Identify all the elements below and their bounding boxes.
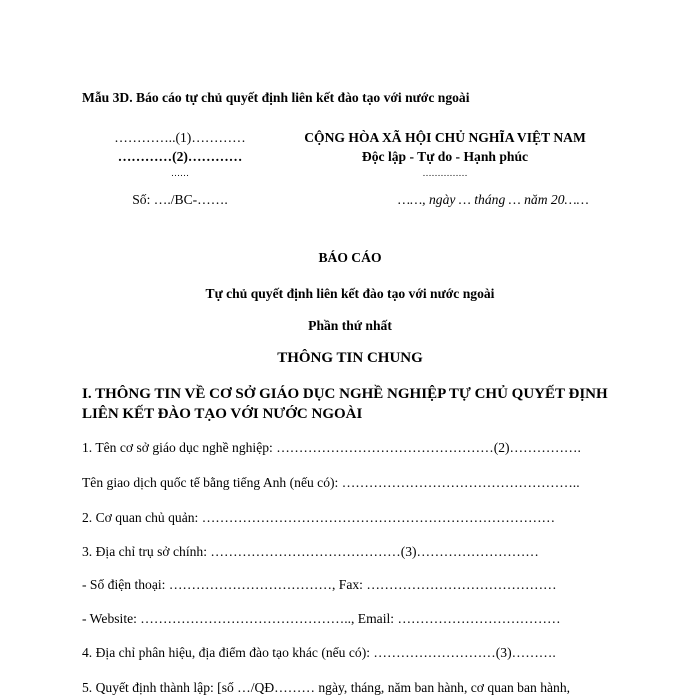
national-motto: Độc lập - Tự do - Hạnh phúc <box>361 149 529 164</box>
document-number: Số: …./BC-……. <box>132 192 228 207</box>
agency-underline: …… <box>171 168 189 178</box>
nation-name: CỘNG HÒA XÃ HỘI CHỦ NGHĨA VIỆT NAM <box>304 130 586 145</box>
field-establishment-decision: 5. Quyết định thành lập: [số …/QĐ……… ngày, tháng, năm ban hành, cơ quan ban hành, <box>82 680 571 695</box>
section-1-heading-line-2: LIÊN KẾT ĐÀO TẠO VỚI NƯỚC NGOÀI <box>82 406 363 422</box>
report-subtitle: Tự chủ quyết định liên kết đào tạo với nước ngoài <box>205 286 495 301</box>
field-website-email: - Website: ……………………………………….., Email: ……………………………… <box>82 611 561 626</box>
motto-underline: …………… <box>422 168 468 178</box>
part-title: THÔNG TIN CHUNG <box>277 350 423 366</box>
field-head-office-address: 3. Địa chỉ trụ sở chính: ……………………………………(3)……………………… <box>82 544 539 559</box>
field-english-name: Tên giao dịch quốc tế bằng tiếng Anh (nếu có): …………………………………………….. <box>82 475 580 490</box>
date-line: ……, ngày … tháng … năm 20…… <box>398 192 589 207</box>
field-branch-address: 4. Địa chỉ phân hiệu, địa điểm đào tạo khác (nếu có): ………………………(3)………. <box>82 645 556 660</box>
agency-line-1: …………..(1)………… <box>114 130 246 145</box>
report-title: BÁO CÁO <box>318 250 382 265</box>
agency-line-2: …………(2)………… <box>117 149 243 164</box>
field-governing-body: 2. Cơ quan chủ quản: …………………………………………………………………… <box>82 510 556 525</box>
form-title: Mẫu 3D. Báo cáo tự chủ quyết định liên kết đào tạo với nước ngoài <box>82 90 470 105</box>
field-institution-name: 1. Tên cơ sở giáo dục nghề nghiệp: …………………………………………(2)……………. <box>82 440 581 455</box>
field-phone-fax: - Số điện thoại: ………………………………, Fax: …………………………………… <box>82 577 557 592</box>
part-label: Phần thứ nhất <box>308 318 392 333</box>
section-1-heading-line-1: I. THÔNG TIN VỀ CƠ SỞ GIÁO DỤC NGHỀ NGHIỆP TỰ CHỦ QUYẾT ĐỊNH <box>82 386 608 402</box>
